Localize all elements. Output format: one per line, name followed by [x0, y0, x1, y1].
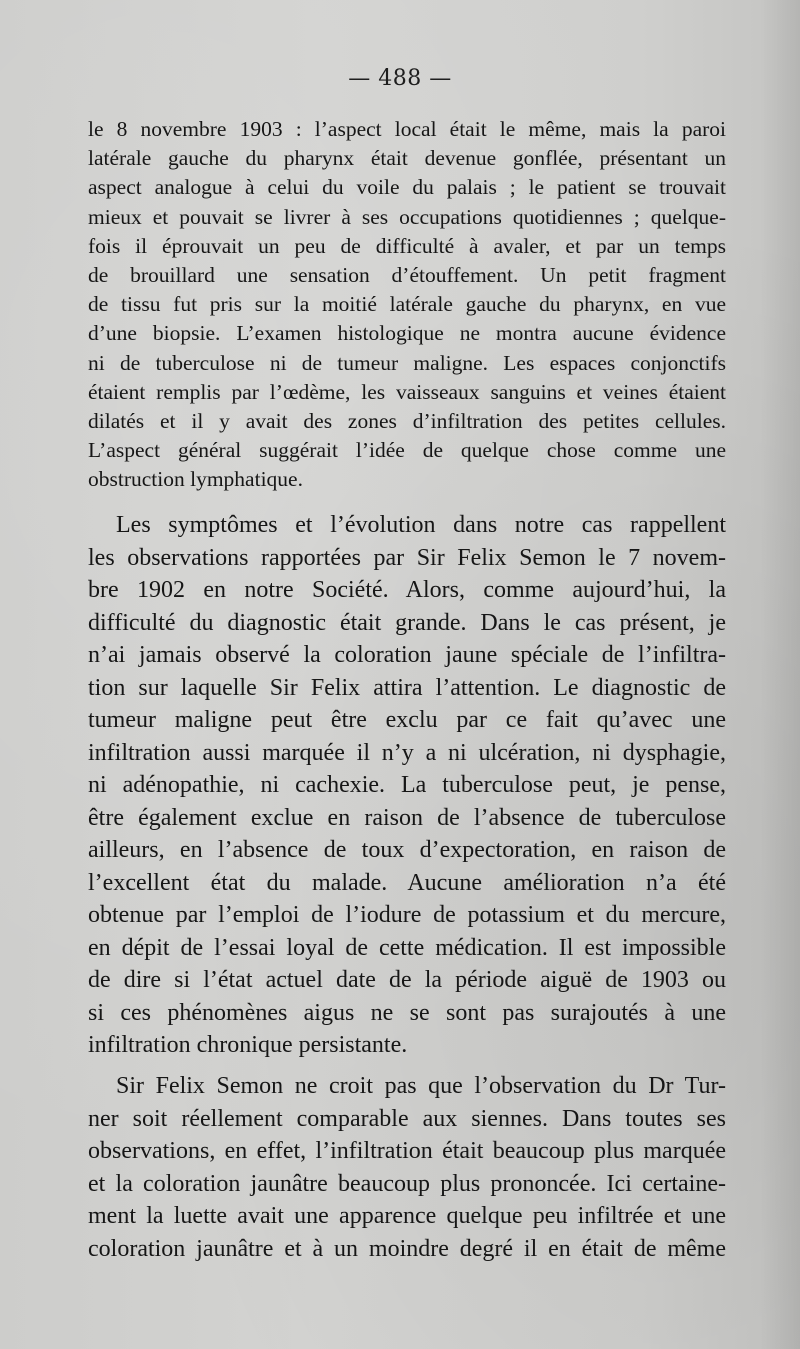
text-line: le 8 novembre 1903 : l’aspect local était le même, mais la paroi: [88, 117, 726, 141]
text-line: si ces phénomènes aigus ne se sont pas surajoutés à une: [88, 999, 726, 1026]
text-line: les observations rapportées par Sir Felix Semon le 7 novem-: [88, 544, 726, 571]
text-line: ment la luette avait une apparence quelque peu infiltrée et une: [88, 1203, 726, 1229]
text-line: tion sur laquelle Sir Felix attira l’attention. Le diagnostic de: [88, 674, 726, 701]
text-line: difficulté du diagnostic était grande. Dans le cas présent, je: [88, 609, 726, 636]
text-line: Les symptômes et l’évolution dans notre cas rappellent: [116, 512, 726, 538]
paragraph-semon-reply: [88, 1070, 726, 1265]
text-line: tumeur maligne peut être exclu par ce fait qu’avec une: [88, 707, 726, 733]
text-line: obstruction lymphatique.: [88, 467, 303, 492]
text-line: de dire si l’état actuel date de la période aiguë de 1903 ou: [88, 967, 726, 993]
text-line: aspect analogue à celui du voile du palais ; le patient se trouvait: [88, 175, 726, 200]
text-line: infiltration aussi marquée il n’y a ni ulcération, ni dysphagie,: [88, 739, 726, 766]
text-line: et la coloration jaunâtre beaucoup plus prononcée. Ici certaine-: [88, 1170, 726, 1197]
text-line: être également exclue en raison de l’absence de tuberculose: [88, 804, 726, 831]
text-line: ner soit réellement comparable aux siennes. Dans toutes ses: [88, 1105, 726, 1132]
text-line: l’excellent état du malade. Aucune amélioration n’a été: [88, 869, 726, 896]
text-line: observations, en effet, l’infiltration était beaucoup plus marquée: [88, 1138, 726, 1164]
text-line: obtenue par l’emploi de l’iodure de potassium et du mercure,: [88, 902, 726, 928]
paragraph-symptoms: [88, 509, 726, 1062]
text-line: ailleurs, en l’absence de toux d’expectoration, en raison de: [88, 837, 726, 863]
text-line: Sir Felix Semon ne croit pas que l’observation du Dr Tur-: [116, 1073, 726, 1099]
text-line: infiltration chronique persistante.: [88, 1032, 408, 1058]
text-line: latérale gauche du pharynx était devenue gonflée, présentant un: [88, 146, 726, 171]
text-line: étaient remplis par l’œdème, les vaisseaux sanguins et veines étaient: [88, 379, 726, 404]
paragraph-continuation: [88, 115, 726, 494]
text-line: mieux et pouvait se livrer à ses occupations quotidiennes ; quelque-: [88, 204, 726, 229]
text-line: L’aspect général suggérait l’idée de quelque chose comme une: [88, 438, 726, 463]
text-line: de brouillard une sensation d’étouffement. Un petit fragment: [88, 262, 726, 287]
text-line: fois il éprouvait un peu de difficulté à avaler, et par un temps: [88, 233, 726, 258]
text-line: dilatés et il y avait des zones d’infiltration des petites cellules.: [88, 408, 726, 433]
text-line: de tissu fut pris sur la moitié latérale gauche du pharynx, en vue: [88, 292, 726, 317]
text-line: coloration jaunâtre et à un moindre degré il en était de même: [88, 1235, 726, 1262]
text-line: ni adénopathie, ni cachexie. La tuberculose peut, je pense,: [88, 772, 726, 798]
text-line: ni de tuberculose ni de tumeur maligne. Les espaces conjonctifs: [88, 350, 726, 375]
text-line: n’ai jamais observé la coloration jaune spéciale de l’infiltra-: [88, 642, 726, 668]
text-line: bre 1902 en notre Société. Alors, comme aujourd’hui, la: [88, 577, 726, 603]
text-line: d’une biopsie. L’examen histologique ne montra aucune évidence: [88, 321, 726, 346]
text-line: en dépit de l’essai loyal de cette médication. Il est impossible: [88, 934, 726, 961]
page-number: — 488 —: [348, 66, 452, 91]
page-edge-shadow: [760, 0, 800, 1349]
